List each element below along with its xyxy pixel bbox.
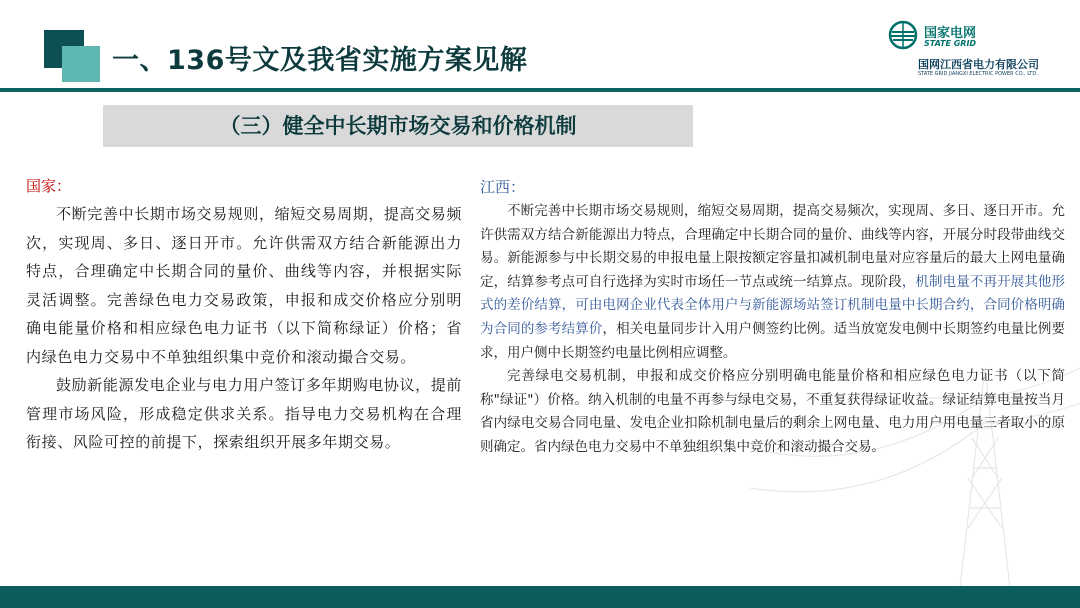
national-label: 国家： [26,177,72,195]
jiangxi-paragraph-2: 完善绿电交易机制，申报和成交价格应分别明确电能量价格和相应绿色电力证书（以下简称"绿证"）价格。纳入机制的电量不再参与绿电交易，不重复获得绿证收益。绿证结算电量按当月省内绿电交易合同电量、发电企业扣除机制电量后的剩余上网电量、电力用户用电量三者取小的原则确定。省内绿色电力交易中不单独组织集中竞价和滚动撮合交易。 [480,368,1065,455]
national-policy-column [26,172,462,457]
section-heading-box [103,105,693,147]
brand-company-en: STATE GRID JIANGXI ELECTRIC POWER CO., LTD. [918,71,1038,77]
header-logo-squares [30,30,100,88]
brand-company: 国网江西省电力有限公司 [918,58,1039,71]
jiangxi-paragraph-1-part-a: 不断完善中长期市场交易规则，缩短交易周期，提高交易频次，实现周、多日、逐日开市。允许供需双方结合新能源出力特点，合理确定中长期合同的量价、曲线等内容，开展分时段带曲线交易。新能源参与中长期交易的申报电量上限按额定容量扣减机制电量对应容量后的最大上网电量确定，结算参考点可自行选择为实时市场任一节点或统一结算点。现阶段 [480,203,1065,290]
brand-name-en: STATE GRID [924,39,977,48]
logo-square-light [62,46,100,82]
jiangxi-paragraph-1-part-b: ，相关电量同步计入用户侧签约比例。适当放宽发电侧中长期签约电量比例要求，用户侧中长期签约电量比例相应调整。 [480,320,1066,361]
jiangxi-highlight-text: ，机制电量不再开展其他形式的差价结算，可由电网企业代表全体用户与新能源场站签订机制电量中长期合约，合同价格明确为合同的参考结算价 [480,273,1066,337]
jiangxi-label: 江西： [480,178,526,196]
national-paragraph-1: 不断完善中长期市场交易规则，缩短交易周期，提高交易频次，实现周、多日、逐日开市。允许供需双方结合新能源出力特点，合理确定中长期合同的量价、曲线等内容，并根据实际灵活调整。完善绿色电力交易政策，申报和成交价格应分别明确电能量价格和相应绿色电力证书（以下简称绿证）价格；省内绿色电力交易中不单独组织集中竞价和滚动撮合交易。 [26,205,462,366]
footer-bar [0,586,1080,608]
national-paragraph-2: 鼓励新能源发电企业与电力用户签订多年期购电协议，提前管理市场风险，形成稳定供求关系。指导电力交易机构在合理衔接、风险可控的前提下，探索组织开展多年期交易。 [26,376,462,451]
jiangxi-paragraph-1 [480,200,1065,365]
state-grid-brand [888,20,1058,78]
page-title: 一、136号文及我省实施方案见解 [112,45,528,76]
section-title: （三）健全中长期市场交易和价格机制 [219,114,577,138]
header-divider [0,88,1080,92]
state-grid-logo-icon [888,20,918,50]
jiangxi-policy-column [480,174,1065,460]
brand-name: 国家电网 [924,26,977,41]
